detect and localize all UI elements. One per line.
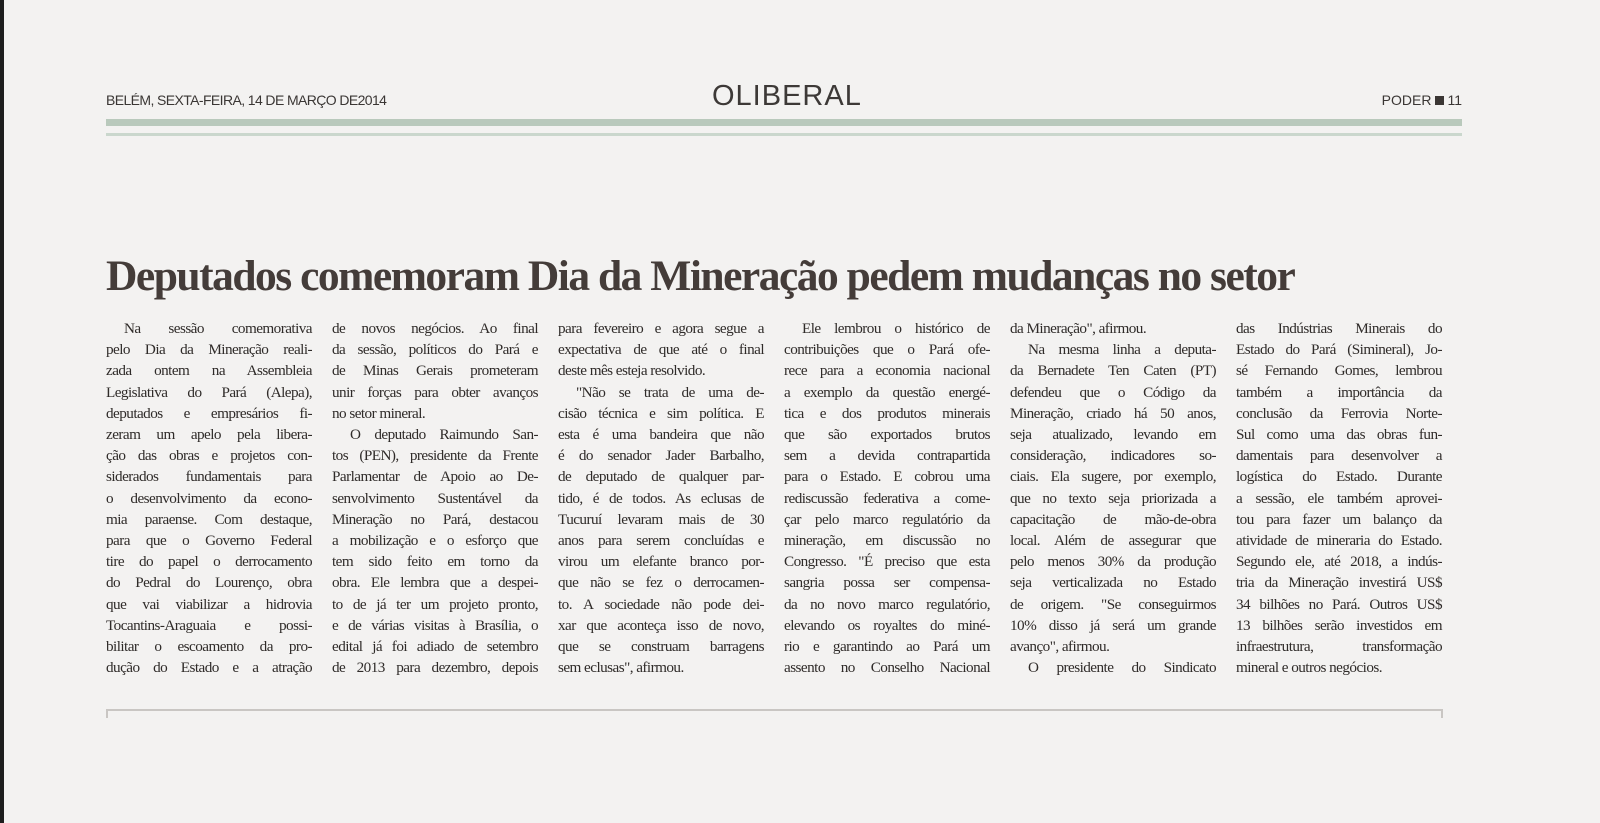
text-line: para o Estado. E cobrou uma — [784, 468, 990, 486]
text-line: sem a devida contrapartida — [784, 447, 990, 465]
text-line: que não se fez o derrocamen- — [558, 574, 764, 592]
text-line: Na mesma linha a deputa- — [1028, 341, 1216, 359]
text-line: unir forças para obter avanços — [332, 383, 538, 401]
article-column-1 — [106, 318, 312, 678]
text-line: da no novo marco regulatório, — [784, 595, 990, 613]
text-line: mia paraense. Com destaque, — [106, 510, 312, 528]
text-line: de 2013 para dezembro, depois — [332, 659, 538, 677]
text-line: de deputado de qualquer par- — [558, 468, 764, 486]
text-line: senvolvimento Sustentável da — [332, 489, 538, 507]
text-line: defendeu que o Código da — [1010, 383, 1216, 401]
text-line: consideração, indicadores so- — [1010, 447, 1216, 465]
text-line: para que o Governo Federal — [106, 532, 312, 550]
text-line: tem sido feito em torno da — [332, 553, 538, 571]
text-line: anos para serem concluídas e — [558, 532, 764, 550]
text-line: do Pedral do Lourenço, obra — [106, 574, 312, 592]
text-line: Tucuruí levaram mais de 30 — [558, 510, 764, 528]
text-line: que no texto seja priorizada a — [1010, 489, 1216, 507]
text-line: siderados fundamentais para — [106, 468, 312, 486]
text-line: seja verticalizada no Estado — [1010, 574, 1216, 592]
text-line: assento no Conselho Nacional — [784, 659, 990, 677]
text-line: 10% disso já será um grande — [1010, 616, 1216, 634]
text-line: sé Fernando Gomes, lembrou — [1236, 362, 1442, 380]
text-line: atividade de mineraria do Estado. — [1236, 532, 1442, 550]
article-column-3 — [558, 318, 764, 678]
text-line: avanço", afirmou. — [1010, 638, 1110, 656]
text-line: capacitação de mão-de-obra — [1010, 510, 1216, 528]
text-line: elevando os royaltes do miné- — [784, 616, 990, 634]
text-line: das Indústrias Minerais do — [1236, 320, 1442, 337]
text-line: conclusão da Ferrovia Norte- — [1236, 404, 1442, 422]
text-line: pelo Dia da Mineração reali- — [106, 341, 312, 359]
article-column-4 — [784, 318, 990, 678]
text-line: 13 bilhões serão investidos em — [1236, 616, 1442, 634]
page-header — [106, 80, 1462, 116]
text-line: tido, é de todos. As eclusas de — [558, 489, 764, 507]
article-column-2 — [332, 318, 538, 678]
text-line: çar pelo marco regulatório da — [784, 510, 990, 528]
text-line: da Bernadete Ten Caten (PT) — [1010, 362, 1216, 380]
bottom-rule — [106, 709, 1443, 711]
text-line: deputados e empresários fi- — [106, 404, 312, 422]
text-line: Na sessão comemorativa — [124, 320, 312, 337]
text-line: tire do papel o derrocamento — [106, 553, 312, 571]
text-line: rediscussão federativa a come- — [784, 489, 990, 507]
text-line: edital já foi adiado de setembro — [332, 638, 538, 656]
page-edge — [0, 0, 4, 823]
square-bullet-icon — [1435, 96, 1444, 105]
dateline: BELÉM, SEXTA-FEIRA, 14 DE MARÇO DE2014 — [106, 92, 387, 108]
text-line: Segundo ele, até 2018, a indús- — [1236, 553, 1442, 571]
text-line: Tocantins-Araguaia e possi- — [106, 616, 312, 634]
text-line: infraestrutura, transformação — [1236, 638, 1442, 656]
text-line: Sul como uma das obras fun- — [1236, 426, 1442, 444]
text-line: Estado do Pará (Simineral), Jo- — [1236, 341, 1442, 359]
text-line: cisão técnica e sim política. E — [558, 404, 764, 422]
text-line: a mobilização e o esforço que — [332, 532, 538, 550]
text-line: tica e dos produtos minerais — [784, 404, 990, 422]
article-column-6 — [1236, 318, 1442, 678]
text-line: dução do Estado e a atração — [106, 659, 312, 677]
text-line: "Não se trata de uma de- — [576, 383, 764, 401]
text-line: Ele lembrou o histórico de — [802, 320, 990, 337]
section-name: PODER — [1381, 92, 1432, 108]
text-line: tou para fazer um balanço da — [1236, 510, 1442, 528]
text-line: e de várias visitas à Brasília, o — [332, 616, 538, 634]
article-column-5 — [1010, 318, 1216, 678]
text-line: 34 bilhões no Pará. Outros US$ — [1236, 595, 1442, 613]
text-line: Parlamentar de Apoio ao De- — [332, 468, 538, 486]
text-line: que são exportados brutos — [784, 426, 990, 444]
text-line: a exemplo da questão energé- — [784, 383, 990, 401]
text-line: deste mês esteja resolvido. — [558, 362, 706, 380]
page-number: 11 — [1447, 92, 1462, 108]
text-line: o desenvolvimento da econo- — [106, 489, 312, 507]
text-line: de origem. "Se conseguirmos — [1010, 595, 1216, 613]
text-line: de Minas Gerais prometeram — [332, 362, 538, 380]
text-line: bilitar o escoamento da pro- — [106, 638, 312, 656]
text-line: virou um elefante branco por- — [558, 553, 764, 571]
text-line: to de já ter um projeto pronto, — [332, 595, 538, 613]
text-line: Congresso. "É preciso que esta — [784, 553, 990, 571]
text-line: Legislativa do Pará (Alepa), — [106, 383, 312, 401]
text-line: ciais. Ela sugere, por exemplo, — [1010, 468, 1216, 486]
text-line: da sessão, políticos do Pará e — [332, 341, 538, 359]
text-line: para fevereiro e agora segue a — [558, 320, 764, 337]
text-line: é do senador Jader Barbalho, — [558, 447, 764, 465]
text-line: Mineração, criado há 50 anos, — [1010, 404, 1216, 422]
header-rule-thick — [106, 119, 1462, 126]
text-line: esta é uma bandeira que não — [558, 426, 764, 444]
text-line: de novos negócios. Ao final — [332, 320, 538, 337]
text-line: zeram um apelo pela libera- — [106, 426, 312, 444]
text-line: damentais para desenvolver a — [1236, 447, 1442, 465]
text-line: Mineração no Pará, destacou — [332, 510, 538, 528]
text-line: a sessão, ele também aprovei- — [1236, 489, 1442, 507]
text-line: tos (PEN), presidente da Frente — [332, 447, 538, 465]
text-line: to. A sociedade não pode dei- — [558, 595, 764, 613]
text-line: no setor mineral. — [332, 404, 426, 422]
text-line: ção das obras e projetos con- — [106, 447, 312, 465]
text-line: tria da Mineração investirá US$ — [1236, 574, 1442, 592]
text-line: local. Além de assegurar que — [1010, 532, 1216, 550]
text-line: zada ontem na Assembleia — [106, 362, 312, 380]
text-line: contribuições que o Pará ofe- — [784, 341, 990, 359]
text-line: que vai viabilizar a hidrovia — [106, 595, 312, 613]
text-line: expectativa de que até o final — [558, 341, 764, 359]
text-line: O presidente do Sindicato — [1028, 659, 1216, 677]
text-line: mineração, em discussão no — [784, 532, 990, 550]
article-headline: Deputados comemoram Dia da Mineração pedem mudanças no setor — [106, 252, 1295, 301]
text-line: pelo menos 30% da produção — [1010, 553, 1216, 571]
text-line: obra. Ele lembra que a despei- — [332, 574, 538, 592]
text-line: que se construam barragens — [558, 638, 764, 656]
text-line: seja atualizado, levando em — [1010, 426, 1216, 444]
text-line: sem eclusas", afirmou. — [558, 659, 684, 677]
text-line: sangria possa ser compensa- — [784, 574, 990, 592]
text-line: também a importância da — [1236, 383, 1442, 401]
text-line: mineral e outros negócios. — [1236, 659, 1382, 677]
newspaper-masthead: OLIBERAL — [712, 80, 862, 112]
header-rule-thin — [106, 133, 1462, 136]
text-line: rio e garantindo ao Pará um — [784, 638, 990, 656]
text-line: O deputado Raimundo San- — [350, 426, 538, 444]
text-line: xar que aconteça isso de novo, — [558, 616, 764, 634]
text-line: rece para a economia nacional — [784, 362, 990, 380]
text-line: logística do Estado. Durante — [1236, 468, 1442, 486]
text-line: da Mineração", afirmou. — [1010, 320, 1147, 337]
section-label — [1382, 92, 1462, 108]
